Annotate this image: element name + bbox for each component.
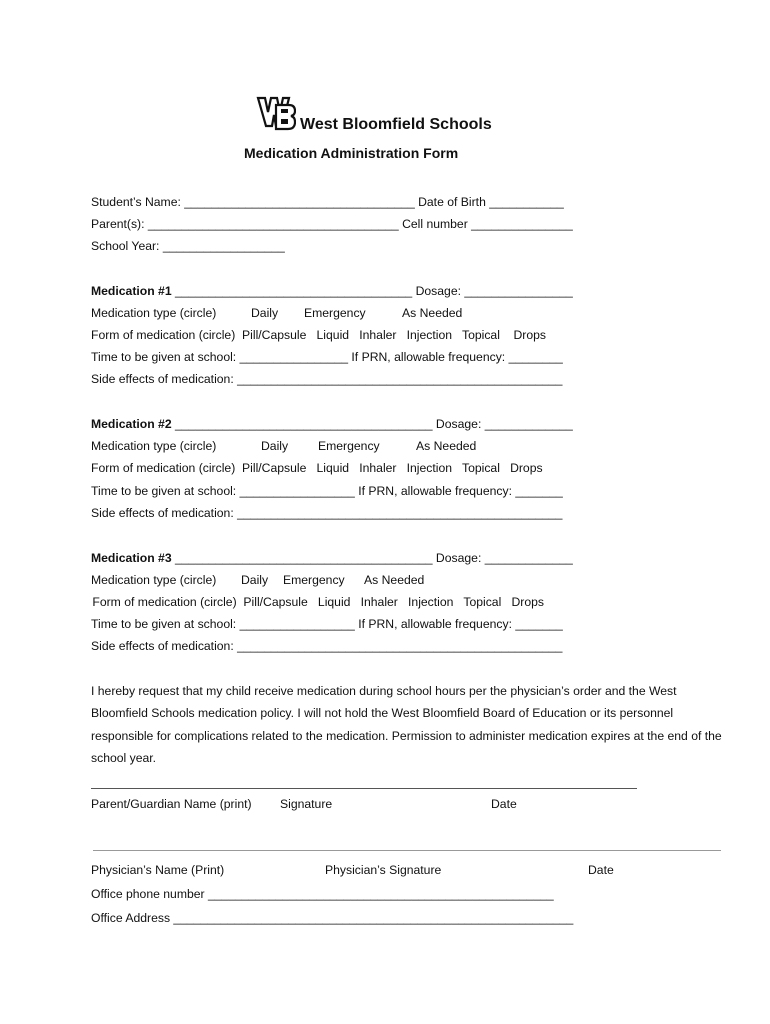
medication-3-title-fields[interactable]: ______________________________________ Dosage: _____________ (171, 551, 573, 565)
physician-signature-line[interactable] (93, 850, 721, 851)
medication-1-time-line[interactable]: Time to be given at school: ________________ If PRN, allowable frequency: ________ (91, 350, 563, 364)
parent-signature-line[interactable] (91, 788, 637, 789)
medication-2-time-line[interactable]: Time to be given at school: _________________ If PRN, allowable frequency: _______ (91, 484, 563, 498)
medication-1-type-as-needed[interactable]: As Needed (402, 306, 463, 320)
medication-2-side-effects-line[interactable]: Side effects of medication: ________________________________________________ (91, 506, 563, 520)
medication-1-type-label: Medication type (circle) (91, 306, 217, 320)
medication-2-type-daily[interactable]: Daily (261, 439, 289, 453)
consent-paragraph: I hereby request that my child receive medication during school hours per the physician’s order and the West Bloomfield Schools medication policy. I will not hold the West Bloomfield Board of Education or its personnel responsible for complications related to the medication. Permission to administer medication expires at the end of the school year. (91, 684, 722, 765)
parent-name-label: Parent/Guardian Name (print) (91, 797, 252, 811)
physician-date-label: Date (588, 863, 614, 877)
office-phone-line[interactable]: Office phone number ___________________________________________________ (91, 887, 554, 901)
medication-2-form-line[interactable]: Form of medication (circle) Pill/Capsule Liquid Inhaler Injection Topical Drops (91, 461, 543, 475)
medication-3-side-effects-line[interactable]: Side effects of medication: ________________________________________________ (91, 639, 563, 653)
medication-2-type-emergency[interactable]: Emergency (318, 439, 380, 453)
medication-1-title: Medication #1 (91, 284, 172, 298)
medication-1-title-row[interactable] (91, 283, 573, 299)
medication-3-time-line[interactable]: Time to be given at school: _________________ If PRN, allowable frequency: _______ (91, 617, 563, 631)
parent-signature-label: Signature (280, 797, 333, 811)
medication-2-type-label: Medication type (circle) (91, 439, 217, 453)
medication-1-type-daily[interactable]: Daily (251, 306, 279, 320)
medication-3-form-line[interactable]: Form of medication (circle) Pill/Capsule Liquid Inhaler Injection Topical Drops (89, 595, 544, 609)
school-year-line[interactable]: School Year: __________________ (91, 239, 285, 253)
medication-3-type-label: Medication type (circle) (91, 573, 217, 587)
medication-2-title-fields[interactable]: ______________________________________ Dosage: _____________ (171, 417, 573, 431)
form-title: Medication Administration Form (244, 145, 459, 161)
medication-2-type-as-needed[interactable]: As Needed (416, 439, 477, 453)
medication-3-type-emergency[interactable]: Emergency (283, 573, 345, 587)
medication-1-side-effects-line[interactable]: Side effects of medication: ________________________________________________ (91, 372, 563, 386)
physician-name-label: Physician’s Name (Print) (91, 863, 225, 877)
medication-3-type-as-needed[interactable]: As Needed (364, 573, 425, 587)
medication-1-title-fields[interactable]: ___________________________________ Dosage: ________________ (171, 284, 573, 298)
office-address-line[interactable]: Office Address ___________________________________________________________ (91, 911, 574, 925)
student-name-line[interactable]: Student’s Name: __________________________________ Date of Birth ___________ (91, 195, 564, 209)
parent-line[interactable]: Parent(s): _____________________________________ Cell number _______________ (91, 217, 573, 231)
parent-date-label: Date (491, 797, 517, 811)
medication-3-title-row[interactable] (91, 550, 573, 566)
medication-3-type-daily[interactable]: Daily (241, 573, 269, 587)
medication-1-form-line[interactable]: Form of medication (circle) Pill/Capsule Liquid Inhaler Injection Topical Drops (91, 328, 546, 342)
medication-2-title-row[interactable] (91, 416, 573, 432)
physician-signature-label: Physician’s Signature (325, 863, 442, 877)
medication-2-title: Medication #2 (91, 417, 172, 431)
wb-logo (256, 96, 296, 132)
medication-1-type-emergency[interactable]: Emergency (304, 306, 366, 320)
school-name: West Bloomfield Schools (300, 116, 492, 133)
medication-3-title: Medication #3 (91, 551, 172, 565)
